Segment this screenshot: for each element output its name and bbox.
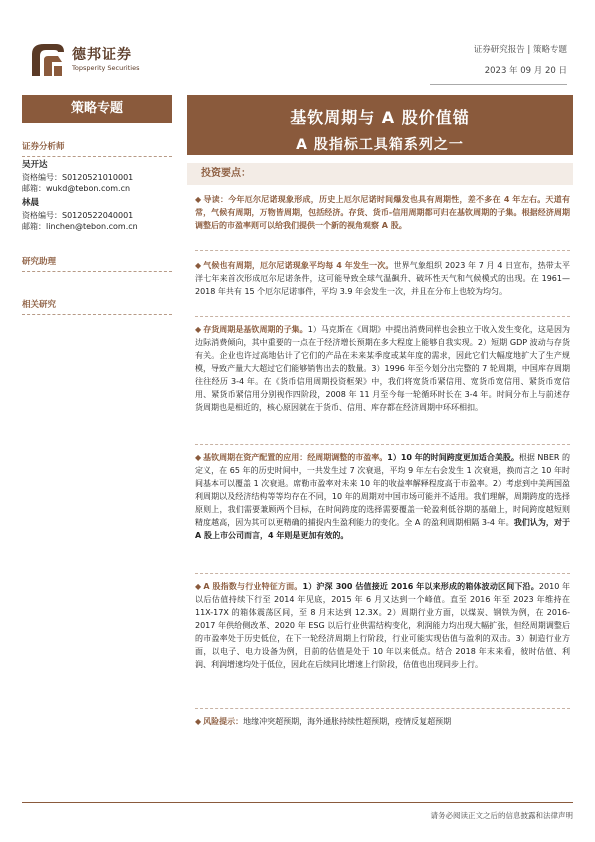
diamond-bullet-icon: ◆ — [195, 582, 202, 591]
header-meta — [474, 43, 567, 76]
key-point-intro — [195, 193, 570, 232]
key-point-body: 世界气象组织 2023 年 7 月 4 日宣布，热带太平洋七年来首次形成厄尔尼诺条件，这可能导致全球气温飙升、破坏性天气和气候模式的出现。在 1961—2018 年共有 15 个厄尔尼诺事件，平均 3.9 年会发生一次，并且在分布上也较为均匀。 — [195, 261, 570, 296]
divider — [195, 708, 570, 709]
analyst-cert: 资格编号：S0120522040001 — [22, 210, 134, 220]
header-divider — [430, 84, 567, 85]
key-point-lead: 存货周期是基钦周期的子集。 — [203, 325, 308, 334]
analyst-email[interactable]: 邮箱：wukd@tebon.com.cn — [22, 184, 131, 193]
analyst-name: 吴开达 — [22, 160, 48, 170]
key-point-body: 地缘冲突超预期，海外通胀持续性超预期，疫情反复超预期 — [243, 717, 452, 726]
diamond-bullet-icon: ◆ — [195, 453, 202, 462]
diamond-bullet-icon: ◆ — [195, 325, 202, 334]
analyst-email[interactable]: 邮箱：linchen@tebon.com.cn — [22, 222, 138, 231]
report-subtitle: A 股指标工具箱系列之一 — [296, 137, 464, 153]
key-point-climate — [195, 259, 570, 298]
divider — [195, 444, 570, 445]
key-point-highlight: 1）10 年的时间跨度更加适合美股。 — [387, 453, 519, 462]
related-research-heading: 相关研究 — [22, 298, 172, 315]
company-logo-icon — [28, 40, 66, 80]
key-point-index — [195, 580, 570, 671]
report-type: 证券研究报告 | 策略专题 — [473, 45, 567, 55]
key-point-highlight: 1）沪深 300 估值接近 2016 年以来形成的箱体波动区间下沿。 — [302, 582, 539, 591]
company-name-en: Topsperity Securities — [72, 64, 140, 72]
key-point-lead: 基钦周期在资产配置的应用：经周期调整的市盈率。 — [203, 453, 388, 462]
key-point-body: 根据 NBER 的定义，在 65 年的历史时间中，一共发生过 7 次衰退，平均 9 年左右会发生 1 次衰退，换而言之 10 年时间基本可以覆盖 1 次衰退。席勒市盈率对未来 10 年的收益率解释程度高于市盈率。2）考虑到中美两国盈利周期以及经济结构等等均存在不同，10 年的周期对中国市场可能并不适用。我们理解，周期跨度的选择原则上，我们需要兼顾两个目标，在时间跨度的选择需要覆盖一轮盈利低谷期的基础上，时间跨度越短则精度越高，因为其可以更精确的捕捉内生盈利能力的变化。全 A 的盈利周期相隔 3-4 年。 — [195, 453, 571, 527]
sidebar-report-tag: 策略专题 — [22, 95, 172, 123]
diamond-bullet-icon: ◆ — [195, 195, 202, 204]
analyst-name: 林晨 — [22, 198, 40, 208]
key-point-lead: 导读：今年厄尔尼诺现象形成，历史上厄尔尼诺时间爆发也具有周期性，差不多在 4 年左右。天道有常，气候有周期，万物皆周期，包括经济。存货、货币-信用周期都可归在基钦周期的子集。根据经济周期调整后的市盈率则可以给我们提供一个新的视角观察 A 股。 — [195, 195, 570, 230]
divider — [195, 250, 570, 251]
title-band — [187, 95, 573, 155]
company-name-cn: 德邦证券 — [72, 47, 132, 63]
report-date: 2023 年 09 月 20 日 — [484, 66, 567, 76]
key-point-lead: A 股指数与行业特征方面。 — [203, 582, 303, 591]
diamond-bullet-icon: ◆ — [195, 261, 202, 270]
key-points-heading: 投资要点： — [187, 163, 573, 185]
key-point-lead: 风险提示： — [203, 717, 244, 726]
analyst-block-1 — [22, 160, 177, 195]
analyst-cert: 资格编号：S0120521010001 — [22, 172, 134, 182]
key-point-risk — [195, 715, 570, 728]
key-point-inventory — [195, 323, 570, 414]
key-point-body: 1）马克斯在《周期》中提出消费同样也会独立于收入发生变化，这是因为边际消费倾向，其中重要的一点在于经济增长预期在多大程度上能够自我实现。2）短期 GDP 波动与存货有关。企业也许过高地估计了它们的产品在未来某季度或某年度的需求，因此它们大幅度地扩大了生产规模，导致产量大大超过它们能够销售出去的数量。3）1996 年至今划分出完整的 7 轮周期，中国库存周期往往经历 3-4 年。在《货币信用周期投资框架》中，我们将宽货币紧信用、宽货币宽信用、紧货币宽信用、紧货币紧信用分别视作四阶段，2008 年 11 月至今每一轮循环时长在 3-4 年。时间分布上与前述存货周期也是相近的，核心原因就在于货币、信用、库存都在经济周期中环环相扣。 — [195, 325, 571, 412]
assistant-heading: 研究助理 — [22, 255, 172, 272]
key-point-body: 2010 年以后估值持续下行至 2014 年见底，2015 年 6 月又达到一个峰值。直至 2016 年至 2023 年维持在 11X-17X 的箱体震荡区间，至 8 月末达到 12.3X。2）周期行业方面，以煤炭、钢铁为例，在 2016-2017 年供给侧改革、2020 年 ESG 以后行业供需结构变化，利润能力均出现大幅扩张，但经周期调整后的市盈率处于历史低位，在下一轮经济周期上行阶段，行业可能实现估值与盈利的双击。3）制造行业方面，以电子、电力设备为例，目前的估值是处于 10 年以来低点。结合 2018 年末来看，彼时估值、利润、利润增速均处于低位，因此在后续同比增速上行阶段，估值也出现同步上行。 — [195, 582, 571, 669]
diamond-bullet-icon: ◆ — [195, 717, 202, 726]
key-point-lead: 气候也有周期，厄尔尼诺现象平均每 4 年发生一次。 — [203, 261, 394, 270]
analyst-heading: 证券分析师 — [22, 140, 172, 157]
company-logo — [28, 40, 158, 82]
key-point-conclusion: 我们认为，对于 A 股上市公司而言，4 年则是更加有效的。 — [195, 518, 570, 540]
key-point-cape — [195, 451, 570, 542]
report-title: 基钦周期与 A 股价值锚 — [290, 108, 470, 127]
footer-disclaimer: 请务必阅读正文之后的信息披露和法律声明 — [430, 811, 573, 820]
analyst-block-2 — [22, 198, 177, 233]
footer-divider — [22, 802, 573, 803]
divider — [195, 316, 570, 317]
divider — [195, 573, 570, 574]
